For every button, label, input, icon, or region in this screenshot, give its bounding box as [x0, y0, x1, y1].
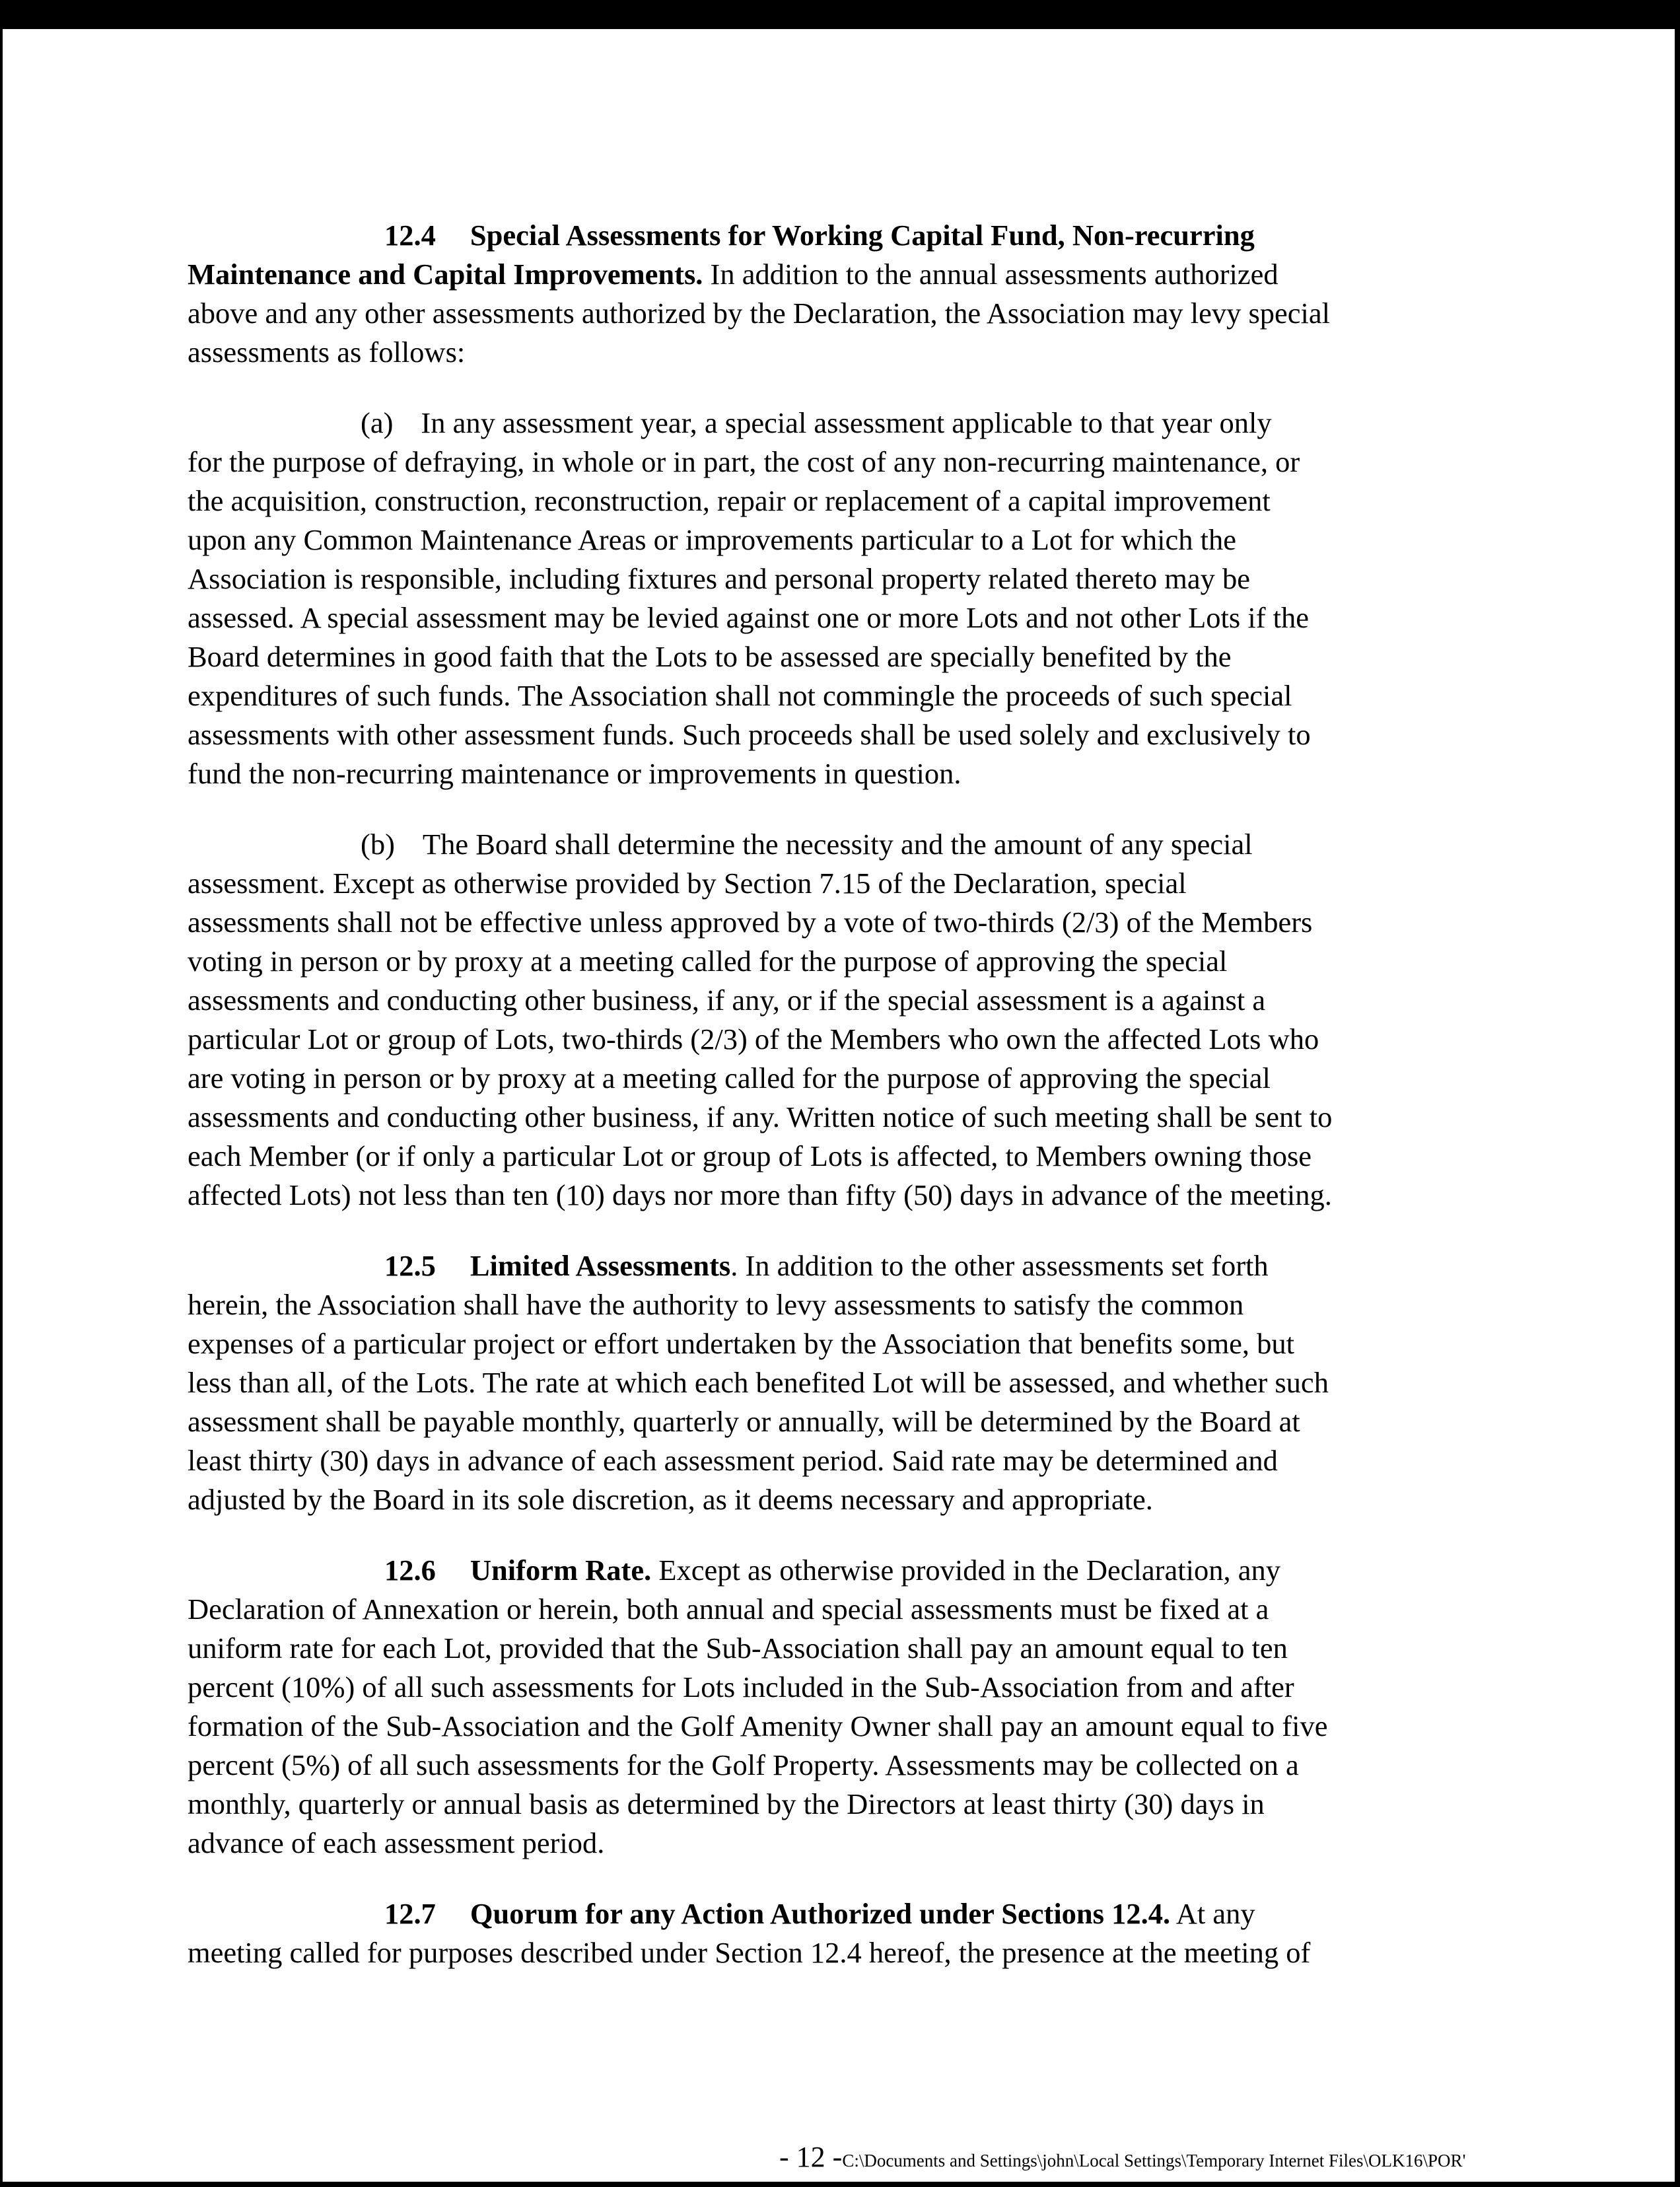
text-line: assessed. A special assessment may be levied against one or more Lots and not other Lots if the — [188, 601, 1310, 634]
text-line: assessments as follows: — [188, 336, 466, 369]
scan-top-border — [0, 0, 1680, 29]
section-12-4-heading-line — [188, 216, 1482, 255]
subsection-label: (b) — [361, 828, 395, 861]
section-12-6-heading-line: 12.6 Uniform Rate. Except as otherwise provided in the Declaration, any — [384, 1554, 1280, 1587]
text-line: uniform rate for each Lot, provided that the Sub-Association shall pay an amount equal to ten — [188, 1631, 1288, 1665]
text-line: less than all, of the Lots. The rate at which each benefited Lot will be assessed, and whether such — [188, 1366, 1329, 1399]
text-line: formation of the Sub-Association and the Golf Amenity Owner shall pay an amount equal to five — [188, 1709, 1328, 1742]
file-path: C:\Documents and Settings\john\Local Settings\Temporary Internet Files\OLK16\POR' — [842, 2151, 1466, 2170]
page-number: - 12 - — [779, 2141, 843, 2173]
text-line: voting in person or by proxy at a meeting called for the purpose of approving the special — [188, 945, 1228, 978]
text-line: least thirty (30) days in advance of each assessment period. Said rate may be determined and — [188, 1444, 1278, 1477]
text-line: for the purpose of defraying, in whole or in part, the cost of any non-recurring maintenance, or — [188, 445, 1300, 478]
section-12-4-line: Maintenance and Capital Improvements. In addition to the annual assessments authorized — [188, 258, 1278, 291]
text-line: herein, the Association shall have the authority to levy assessments to satisfy the common — [188, 1288, 1244, 1321]
text-line: fund the non-recurring maintenance or improvements in question. — [188, 757, 962, 790]
text-line: adjusted by the Board in its sole discretion, as it deems necessary and appropriate. — [188, 1483, 1153, 1516]
section-title: Quorum for any Action Authorized under Sections 12.4. — [470, 1897, 1171, 1930]
section-number: 12.5 — [384, 1249, 436, 1282]
section-12-7-heading-line: 12.7 Quorum for any Action Authorized under Sections 12.4. At any — [384, 1897, 1255, 1930]
text-line: monthly, quarterly or annual basis as determined by the Directors at least thirty (30) days in — [188, 1787, 1265, 1820]
text-line: Association is responsible, including fixtures and personal property related thereto may be — [188, 562, 1250, 595]
subsection-b-first-line: (b) The Board shall determine the necessity and the amount of any special — [361, 828, 1253, 861]
text-line: meeting called for purposes described under Section 12.4 hereof, the presence at the meeting of — [188, 1936, 1311, 1969]
text-line: are voting in person or by proxy at a meeting called for the purpose of approving the special — [188, 1061, 1271, 1094]
section-number: 12.7 — [384, 1897, 436, 1930]
section-12-7 — [188, 1894, 1482, 1972]
text-line: above and any other assessments authorized by the Declaration, the Association may levy special — [188, 297, 1331, 330]
section-12-6 — [188, 1551, 1482, 1863]
section-title: Maintenance and Capital Improvements. — [188, 258, 703, 291]
text-line: the acquisition, construction, reconstruction, repair or replacement of a capital improvement — [188, 484, 1271, 517]
text-line: expenditures of such funds. The Association shall not commingle the proceeds of such special — [188, 679, 1292, 712]
section-title: Special Assessments for Working Capital Fund, Non-recurring — [470, 219, 1255, 252]
text-line: assessments and conducting other business, if any. Written notice of such meeting shall be sent to — [188, 1100, 1333, 1133]
text-line: assessment. Except as otherwise provided by Section 7.15 of the Declaration, special — [188, 867, 1187, 900]
text-line: Declaration of Annexation or herein, both annual and special assessments must be fixed at a — [188, 1593, 1269, 1626]
text-line: affected Lots) not less than ten (10) days nor more than fifty (50) days in advance of the meeting. — [188, 1178, 1332, 1211]
subsection-b — [188, 825, 1482, 1215]
section-title: Uniform Rate. — [470, 1554, 652, 1587]
subsection-a-first-line: (a) In any assessment year, a special assessment applicable to that year only — [361, 406, 1272, 439]
text-line: Board determines in good faith that the Lots to be assessed are specially benefited by the — [188, 640, 1232, 673]
scan-bottom-border — [0, 2182, 1680, 2187]
text-line: upon any Common Maintenance Areas or improvements particular to a Lot for which the — [188, 523, 1236, 556]
section-number: 12.6 — [384, 1554, 436, 1587]
subsection-a — [188, 404, 1482, 793]
document-body — [188, 216, 1482, 2004]
section-12-5-heading-line: 12.5 Limited Assessments. In addition to the other assessments set forth — [384, 1249, 1269, 1282]
section-12-4 — [188, 216, 1482, 372]
text-line: each Member (or if only a particular Lot or group of Lots is affected, to Members owning those — [188, 1139, 1312, 1172]
text-line: assessments and conducting other business, if any, or if the special assessment is a against a — [188, 984, 1266, 1017]
text-line: expenses of a particular project or effort undertaken by the Association that benefits some, but — [188, 1327, 1295, 1360]
text-line: assessments shall not be effective unless approved by a vote of two-thirds (2/3) of the Members — [188, 906, 1313, 939]
subsection-label: (a) — [361, 406, 394, 439]
text-line: percent (5%) of all such assessments for the Golf Property. Assessments may be collected on a — [188, 1748, 1299, 1781]
section-number: 12.4 — [384, 219, 436, 252]
text-line: assessment shall be payable monthly, quarterly or annually, will be determined by the Board at — [188, 1405, 1300, 1438]
page-footer — [779, 2140, 1631, 2174]
scan-left-border — [0, 29, 3, 2187]
text-line: particular Lot or group of Lots, two-thirds (2/3) of the Members who own the affected Lots who — [188, 1022, 1319, 1056]
text-line: percent (10%) of all such assessments for Lots included in the Sub-Association from and after — [188, 1670, 1294, 1703]
text-line: assessments with other assessment funds. Such proceeds shall be used solely and exclusively to — [188, 718, 1311, 751]
scan-right-border — [1675, 29, 1680, 2187]
section-12-5 — [188, 1246, 1482, 1519]
section-title: Limited Assessments — [470, 1249, 731, 1282]
text-line: advance of each assessment period. — [188, 1826, 605, 1859]
